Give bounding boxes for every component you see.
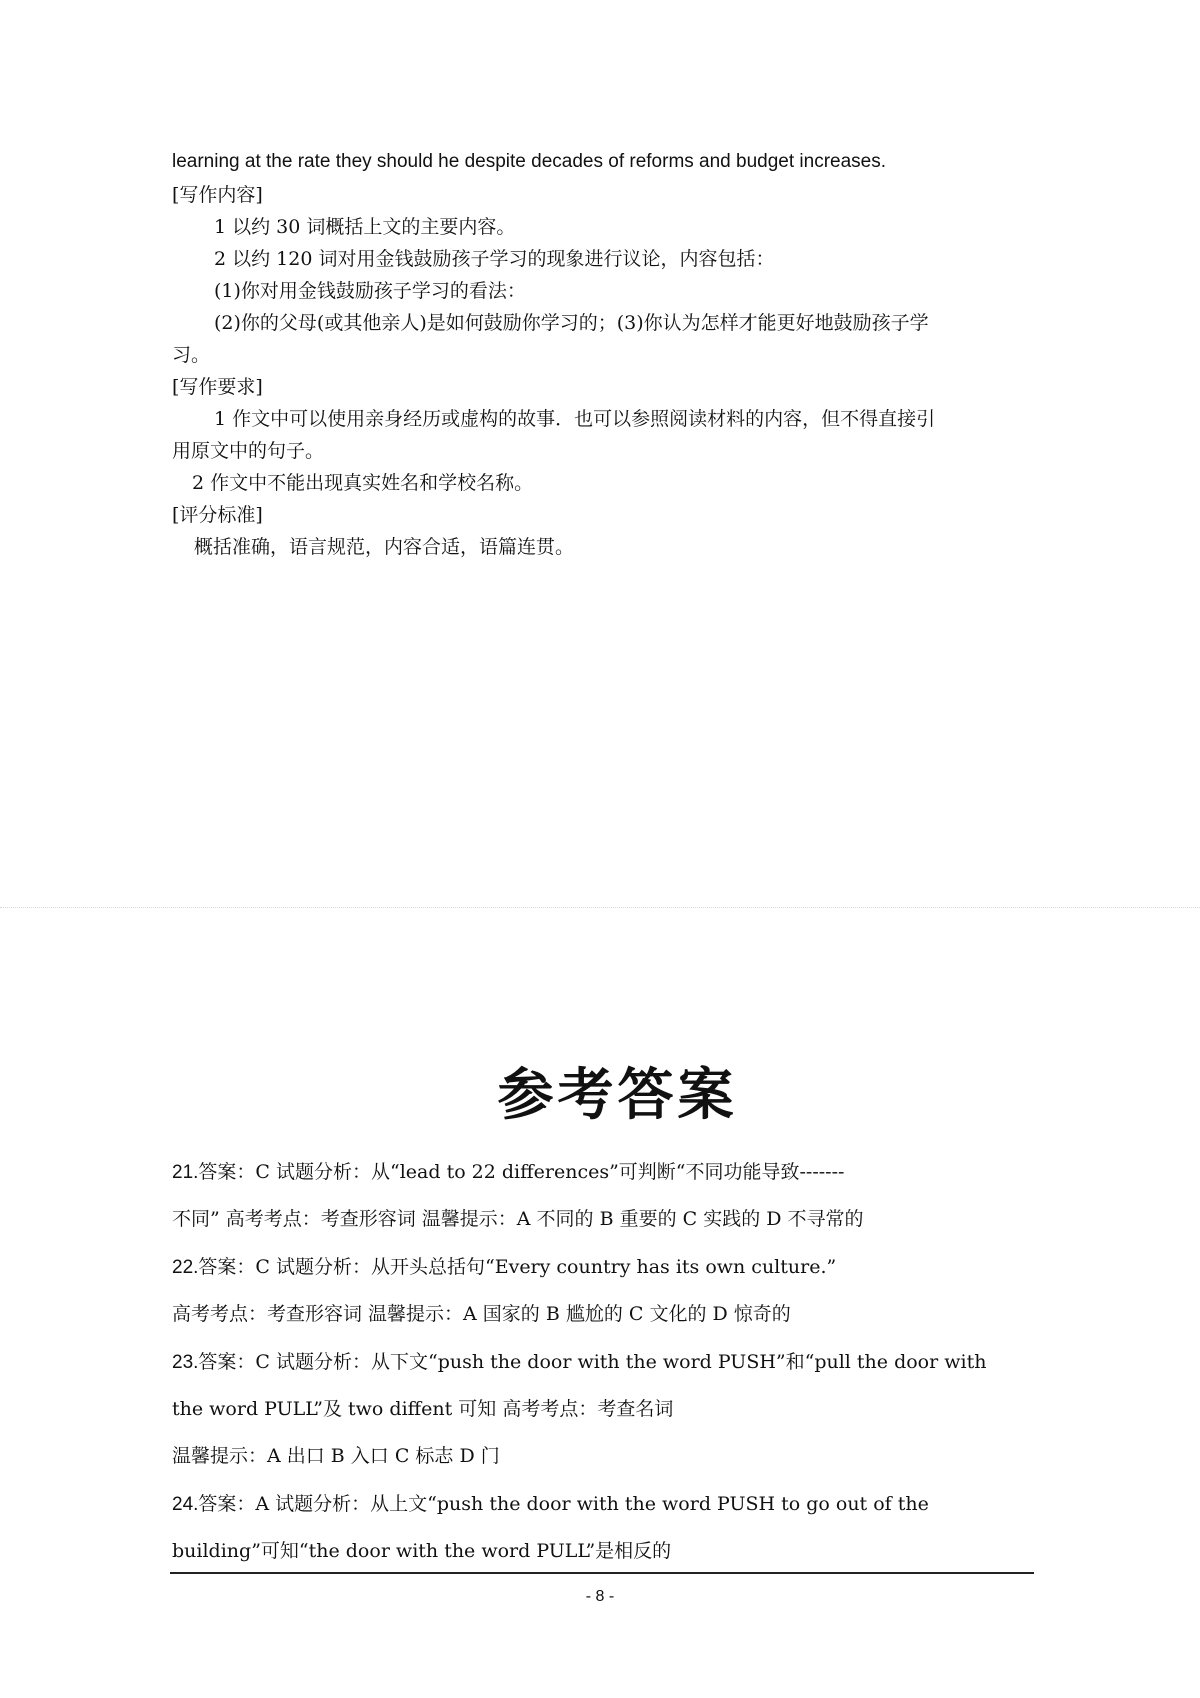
answer-line (172, 1444, 500, 1468)
content-item-2: 2 以约 120 词对用金钱鼓励孩子学习的现象进行议论，内容包括： (214, 248, 775, 270)
answer-line (172, 1255, 836, 1280)
content-item-1: 1 以约 30 词概括上文的主要内容。 (214, 216, 516, 238)
answer-text: 答案：C 试题分析：从下文“push the door with the word PUSH”和“pull the door with (198, 1351, 987, 1373)
answer-line (172, 1302, 791, 1326)
answer-text: 答案：A 试题分析：从上文“push the door with the word PUSH to go out of the (198, 1493, 929, 1515)
requirement-1: 1 作文中可以使用亲身经历或虚构的故事．也可以参照阅读材料的内容，但不得直接引 (214, 408, 936, 430)
answers-title: 参考答案 (497, 1062, 738, 1128)
answer-line (172, 1492, 929, 1517)
answer-line (172, 1397, 673, 1421)
heading-writing-requirements: [写作要求] (172, 376, 263, 398)
answer-number: 21. (172, 1162, 199, 1183)
answer-text: the word PULL”及 two diffent 可知 高考考点：考查名词 (172, 1398, 674, 1420)
answer-text: 温馨提示：A 出口 B 入口 C 标志 D 门 (172, 1445, 500, 1467)
answer-text: building”可知“the door with the word PULL”是相反的 (172, 1540, 672, 1562)
heading-scoring: [评分标准] (172, 504, 263, 526)
content-item-2b: (2)你的父母(或其他亲人)是如何鼓励你学习的；(3)你认为怎样才能更好地鼓励孩子学 (214, 312, 929, 334)
page-number: - 8 - (585, 1588, 615, 1605)
content-item-2a: (1)你对用金钱鼓励孩子学习的看法： (214, 280, 526, 302)
requirement-1-cont: 用原文中的句子。 (172, 440, 325, 462)
answer-line (172, 1160, 844, 1185)
scoring-criteria: 概括准确，语言规范，内容合适，语篇连贯。 (194, 536, 575, 558)
answer-number: 23. (172, 1352, 199, 1373)
content-item-2b-cont: 习。 (172, 344, 211, 366)
requirement-2: 2 作文中不能出现真实姓名和学校名称。 (192, 472, 534, 494)
footer-rule (170, 1572, 1034, 1574)
passage-last-line: learning at the rate they should he despite decades of reforms and budget increases. (172, 151, 887, 172)
answer-text: 不同” 高考考点：考查形容词 温馨提示：A 不同的 B 重要的 C 实践的 D 不寻常的 (172, 1208, 864, 1230)
answer-number: 22. (172, 1257, 199, 1278)
answer-text: 答案：C 试题分析：从“lead to 22 differences”可判断“不同功能导致------- (198, 1161, 845, 1183)
answer-line (172, 1539, 671, 1563)
answer-text: 答案：C 试题分析：从开头总括句“Every country has its own culture.” (198, 1256, 837, 1278)
heading-writing-content: [写作内容] (172, 184, 263, 206)
answer-number: 24. (172, 1494, 199, 1515)
answer-line (172, 1350, 986, 1375)
answer-text: 高考考点：考查形容词 温馨提示：A 国家的 B 尴尬的 C 文化的 D 惊奇的 (172, 1303, 791, 1325)
answer-line (172, 1207, 864, 1231)
page-break-divider (0, 907, 1200, 908)
